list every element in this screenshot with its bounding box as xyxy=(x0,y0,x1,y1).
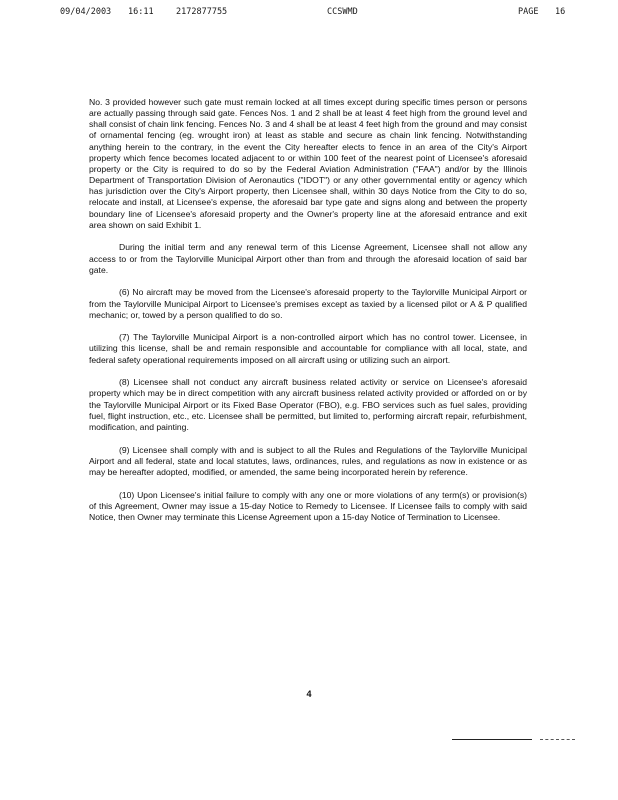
fax-header xyxy=(0,4,618,20)
paragraph-non-controlled-airport: (7) The Taylorville Municipal Airport is a non-controlled airport which has no control tower. Licensee, in utilizing this license, shall be and remain responsible and accountable for compliance with all local, state, and federal safety operational requirements imposed on all aircraft using or utilizing such an airport. xyxy=(89,332,527,365)
fax-phone-number: 2172877755 xyxy=(176,7,228,17)
paragraph-gate-and-fencing: No. 3 provided however such gate must remain locked at all times except during specific times person or persons are actually passing through said gate. Fences Nos. 1 and 2 shall be at least 4 feet high from the ground level and shall consist of chain link fencing. Fences No. 3 and 4 shall be at least 4 feet high from the ground and may consist of ornamental fencing (eg. wrought iron) at least as stable and secure as chain link fencing. Notwithstanding anything herein to the contrary, in the event the City hereafter elects to fence in an area of the City's Airport property which fence becomes located adjacent to or within 100 feet of the nearest point of Licensee's aforesaid property or the City is required to do so by the Federal Aviation Administration ("FAA") and/or by the Illinois Department of Transportation Division of Aeronautics ("IDOT") or any other governmental entity or agency which has jurisdiction over the City's Airport property, then Licensee shall, within 30 days Notice from the City to do so, relocate and install, at Licensee's expense, the aforesaid bar type gate and signs along and between the property boundary line of Licensee's aforesaid property and the Owner's property line at the aforesaid entrance and exit area shown on said Exhibit 1. xyxy=(89,97,527,230)
fax-page-number: 16 xyxy=(555,7,566,17)
fax-page-label: PAGE xyxy=(518,7,539,17)
paragraph-access-restriction: During the initial term and any renewal term of this License Agreement, Licensee shall not allow any access to or from the Taylorville Municipal Airport other than from and through the aforesaid location of said bar gate. xyxy=(89,242,527,275)
paragraph-rules-compliance: (9) Licensee shall comply with and is subject to all the Rules and Regulations of the Taylorville Municipal Airport and all federal, state and local statutes, laws, ordinances, rules, and regulations as now in existence or as may be hereafter adopted, modified, or amended, the same being incorporated herein by reference. xyxy=(89,444,527,477)
document-body xyxy=(89,97,527,535)
footer-signature-line xyxy=(452,739,532,740)
fax-time: 16:11 xyxy=(128,7,154,17)
fax-date: 09/04/2003 xyxy=(60,7,112,17)
paragraph-business-activity: (8) Licensee shall not conduct any aircraft business related activity or service on Licensee's aforesaid property which may be in direct competition with any aircraft business related activity provided or afforded on or by the Taylorville Municipal Airport or its Fixed Base Operator (FBO), e.g. FBO services such as fuel sales, providing fuel, flight instruction, etc., etc. Licensee shall be permitted, but limited to, performing aircraft repair, refurbishment, modification, and painting. xyxy=(89,377,527,432)
page-number: 4 xyxy=(306,689,312,699)
footer-dashed-line xyxy=(540,739,575,740)
paragraph-notice-termination: (10) Upon Licensee's initial failure to comply with any one or more violations of any term(s) or provision(s) of this Agreement, Owner may issue a 15-day Notice to Remedy to Licensee. If Licensee fails to comply with said Notice, then Owner may terminate this License Agreement upon a 15-day Notice of Termination to Licensee. xyxy=(89,489,527,522)
fax-sender: CCSWMD xyxy=(327,7,358,17)
paragraph-aircraft-movement: (6) No aircraft may be moved from the Licensee's aforesaid property to the Taylorville Municipal Airport or from the Taylorville Municipal Airport to Licensee's premises except as taxied by a licensed pilot or A & P qualified mechanic; or, towed by a person qualified to do so. xyxy=(89,287,527,320)
